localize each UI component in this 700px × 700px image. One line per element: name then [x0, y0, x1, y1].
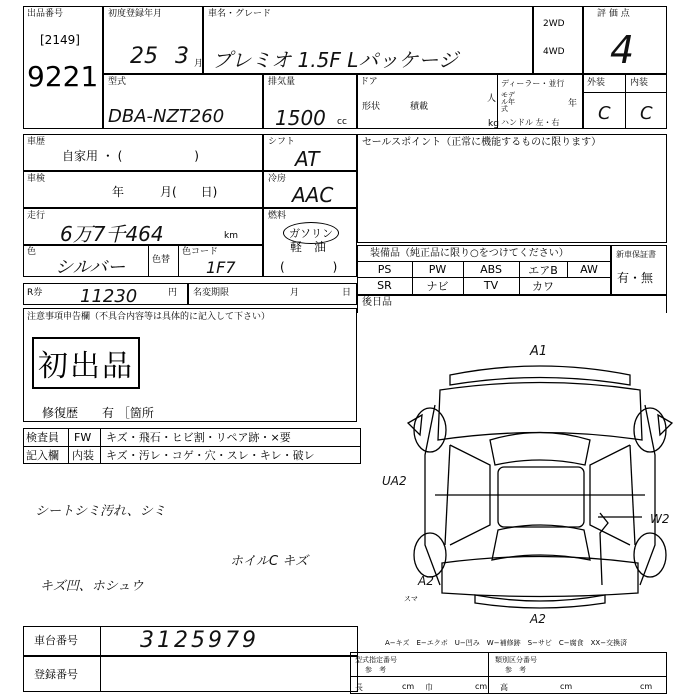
defect-legend: A−キズ E−エクボ U−凹み W−補修跡 S−サビ C−腐食 XX−交換済 [385, 639, 628, 647]
lot-label: 出品番号 [27, 9, 64, 19]
inspector-label-2: 記入欄 [26, 449, 59, 462]
first-reg-year: 25 [130, 44, 158, 69]
recycle-label: R券 [27, 288, 43, 298]
fuel-label: 燃料 [268, 211, 287, 221]
type-label: 型式 [108, 77, 127, 87]
dim-width: 巾 [425, 683, 433, 692]
equip-item: AW [580, 263, 598, 276]
type-spec-label: 型式指定番号 [355, 656, 397, 664]
mark-a2-left: A2 [418, 574, 434, 588]
notes-label: 注意事項申告欄（不具合内容等は具体的に記入して下さい） [27, 312, 271, 322]
recycle-value: 11230 [80, 286, 138, 307]
inspection-value: 年 月( 日) [112, 185, 218, 199]
dim-length: 長 [355, 683, 363, 692]
load-label: 積載 [410, 102, 429, 112]
equip-item: PW [428, 263, 447, 276]
note-wheel: ホイルC キズ [230, 554, 308, 569]
ac-label: 冷房 [268, 174, 287, 184]
shape-label: 形状 [362, 102, 381, 112]
notes-stamp: 初出品 [32, 337, 140, 389]
drive-4wd: 4WD [543, 47, 565, 57]
post-label: 後日品 [362, 297, 392, 308]
color-change-label: 色替 [152, 255, 171, 265]
color-label: 色 [27, 247, 37, 257]
lot-sub: [2149] [40, 33, 80, 47]
fuel-diesel: 軽 油 [290, 240, 327, 254]
equip-item: カワ [532, 279, 554, 293]
class-no-ref: 参 考 [505, 666, 526, 674]
in-items: キズ・汚レ・コゲ・穴・スレ・キレ・破レ [106, 449, 315, 462]
person-unit: 人 [487, 94, 497, 104]
dim-width-cm: cm [475, 682, 488, 691]
dim-height-cm: cm [560, 682, 573, 691]
fw-items: キズ・飛石・ヒビ割・リペア跡・×要 [106, 431, 291, 444]
sales-box [357, 134, 667, 243]
inspection-label: 車検 [27, 174, 46, 184]
door-label: ドア [360, 77, 378, 87]
equip-item: TV [483, 279, 499, 292]
disp-value: 1500 [275, 106, 326, 130]
ext-grade: C [598, 103, 611, 124]
fw-label: FW [74, 431, 92, 444]
model-label: 車名・グレード [208, 9, 272, 19]
month-unit: 月 [194, 59, 204, 69]
color-value: シルバー [55, 257, 126, 278]
fuel-gas: ガソリン [283, 222, 339, 244]
equip-item: ナビ [426, 279, 449, 293]
grade-value: 4 [610, 28, 635, 72]
color-code: 1F7 [206, 258, 236, 277]
equip-item: エアB [528, 263, 558, 277]
model-year-label: モデル年式 [501, 91, 515, 113]
chassis-label: 車台番号 [34, 634, 78, 647]
mark-w2: W2 [650, 512, 670, 526]
mark-sumo: スマ [404, 595, 418, 603]
equip-item: ABS [480, 263, 502, 276]
grade-label: 評 価 点 [597, 9, 630, 19]
warranty-value: 有・無 [617, 271, 654, 285]
mark-a1-top: A1 [530, 344, 548, 359]
expiry-label: 名変期限 [193, 288, 230, 298]
handle-label: ハンドル 左・右 [501, 118, 560, 127]
first-reg-label: 初度登録年月 [108, 9, 163, 19]
chassis-value: 3125979 [140, 628, 259, 653]
dim-height: 高 [500, 683, 508, 692]
mileage-label: 走行 [27, 211, 46, 221]
inspector-label-1: 検査員 [26, 431, 59, 444]
drive-box [533, 6, 583, 74]
note-seat: シートシミ汚れ、シミ [35, 504, 166, 519]
color-code-label: 色コード [182, 247, 219, 257]
equip-item: PS [377, 263, 392, 276]
equip-label: 装備品（純正品に限り○をつけてください） [370, 248, 569, 259]
dealer-label: ディーラー・並行 [501, 79, 565, 88]
note-scratch: キズ凹、ホシュウ [40, 579, 144, 594]
drive-2wd: 2WD [543, 19, 565, 29]
disp-label: 排気量 [268, 77, 296, 87]
dim-extra-cm: cm [640, 682, 653, 691]
ext-label: 外装 [587, 78, 606, 88]
type-value: DBA-NZT260 [108, 106, 225, 127]
mileage-value: 6万7千464 [60, 222, 164, 246]
expiry-day: 日 [342, 288, 352, 298]
shift-label: シフト [268, 137, 296, 147]
mark-a2-bottom: A2 [530, 612, 546, 626]
recycle-unit: 円 [168, 288, 178, 298]
history-label: 車歴 [27, 137, 46, 147]
int-label: 内装 [630, 78, 649, 88]
sales-label: セールスポイント（正常に機能するものに限ります） [362, 137, 602, 148]
mark-ua2: UA2 [382, 474, 407, 488]
equip-item: SR [377, 279, 392, 292]
lot-number: 9221 [27, 60, 99, 93]
year-unit: 年 [568, 99, 578, 109]
class-no-label: 類別区分番号 [495, 656, 537, 664]
model-value: プレミオ 1.5F Lパッケージ [212, 48, 458, 72]
in-label: 内装 [72, 449, 94, 462]
fuel-paren: ( ) [280, 260, 338, 274]
first-reg-month: 3 [175, 44, 189, 69]
int-grade: C [640, 103, 653, 124]
shift-value: AT [295, 147, 320, 171]
notes-repair: 修復歴 有 ［箇所 [42, 406, 154, 420]
history-value: 自家用 ・ ( ) [62, 149, 199, 163]
kg-unit: kg [488, 119, 499, 129]
disp-unit: cc [337, 117, 347, 127]
ac-value: AAC [292, 183, 334, 207]
dim-length-cm: cm [402, 682, 415, 691]
type-spec-ref: 参 考 [365, 666, 386, 674]
reg-label: 登録番号 [34, 668, 78, 681]
warranty-label: 新車保証書 [616, 250, 656, 259]
mileage-unit: km [224, 231, 238, 241]
expiry-month: 月 [290, 288, 300, 298]
post-box [357, 295, 667, 313]
